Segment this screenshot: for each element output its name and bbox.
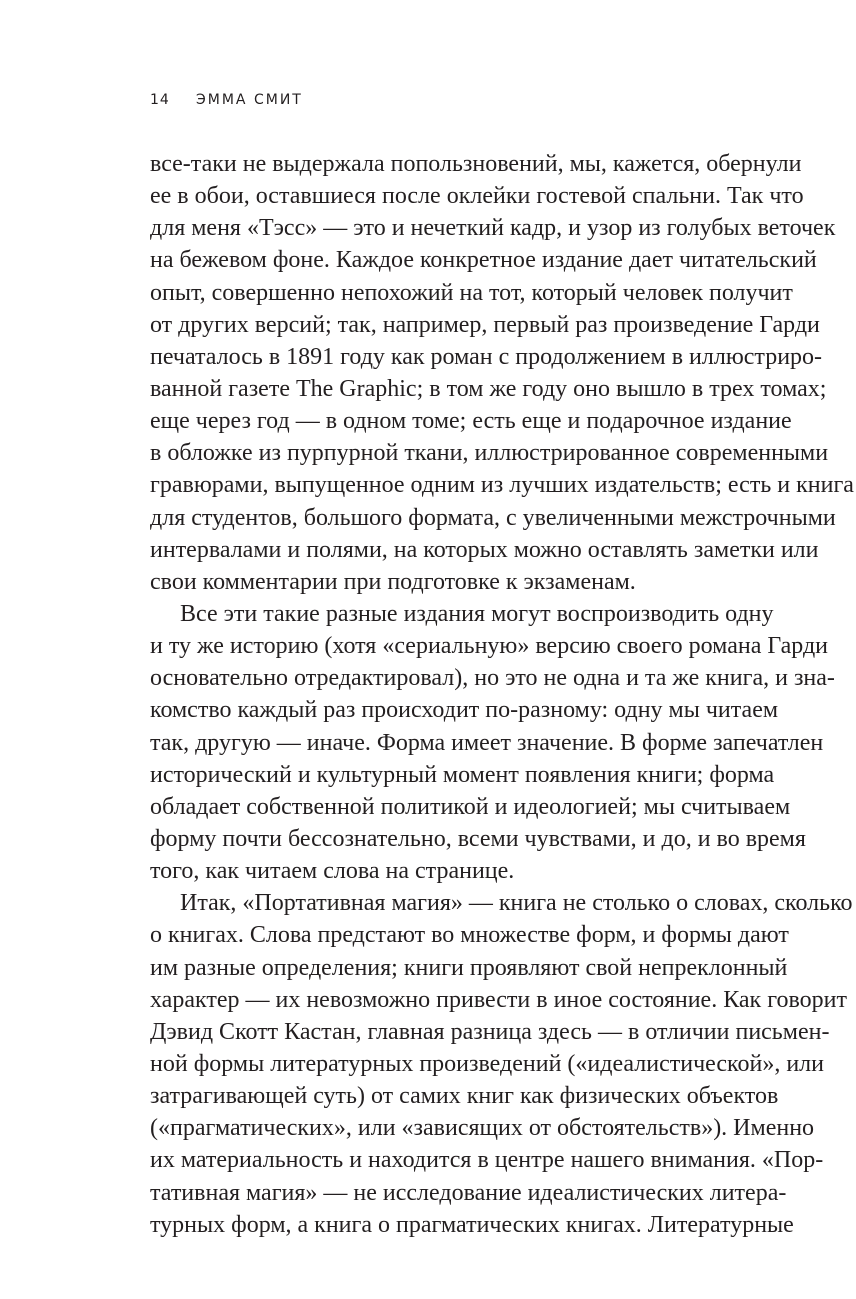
text-line: затрагивающей суть) от самих книг как физических объектов: [150, 1083, 779, 1110]
text-line: от других версий; так, например, первый раз произведение Гарди: [150, 311, 820, 338]
text-line: еще через год — в одном томе; есть еще и подарочное издание: [150, 408, 792, 435]
text-line: печаталось в 1891 году как роман с продолжением в иллюстриро-: [150, 343, 823, 370]
body-text: [150, 148, 854, 1241]
text-line: их материальность и находится в центре нашего внимания. «Пор-: [150, 1147, 824, 1174]
running-head: [150, 92, 303, 108]
text-line: на бежевом фоне. Каждое конкретное издание дает читательский: [150, 247, 817, 274]
text-line: Дэвид Скотт Кастан, главная разница здесь — в отличии письмен-: [150, 1018, 830, 1045]
text-line: характер — их невозможно привести в иное состояние. Как говорит: [150, 986, 847, 1013]
text-line: форму почти бессознательно, всеми чувствами, и до, и во время: [150, 825, 806, 852]
text-line: им разные определения; книги проявляют свой непреклонный: [150, 954, 788, 981]
text-line: гравюрами, выпущенное одним из лучших издательств; есть и книга: [150, 472, 854, 499]
text-line: для меня «Тэсс» — это и нечеткий кадр, и узор из голубых веточек: [150, 215, 836, 242]
text-line: тативная магия» — не исследование идеалистических литера-: [150, 1179, 787, 1206]
page-number: 14: [150, 92, 170, 108]
text-line: так, другую — иначе. Форма имеет значение. В форме запечатлен: [150, 729, 824, 756]
paragraph: [150, 598, 835, 887]
text-line: ванной газете The Graphic; в том же году оно вышло в трех томах;: [150, 375, 827, 402]
text-line: ной формы литературных произведений («идеалистической», или: [150, 1050, 824, 1077]
text-line: ее в обои, оставшиеся после оклейки гостевой спальни. Так что: [150, 183, 804, 210]
text-line: комство каждый раз происходит по-разному: одну мы читаем: [150, 697, 779, 724]
text-line: того, как читаем слова на странице.: [150, 858, 515, 885]
text-line: все-таки не выдержала попользновений, мы, кажется, обернули: [150, 151, 802, 177]
text-line: в обложке из пурпурной ткани, иллюстрированное современными: [150, 440, 829, 467]
text-line: и ту же историю (хотя «сериальную» версию своего романа Гарди: [150, 633, 829, 660]
paragraph: [150, 887, 853, 1241]
text-line: для студентов, большого формата, с увеличенными межстрочными: [150, 504, 836, 531]
text-line: Итак, «Портативная магия» — книга не столько о словах, сколько: [180, 890, 853, 917]
text-line: о книгах. Слова предстают во множестве форм, и формы дают: [150, 922, 789, 949]
text-line: интервалами и полями, на которых можно оставлять заметки или: [150, 536, 819, 563]
text-line: Все эти такие разные издания могут воспроизводить одну: [180, 600, 774, 627]
text-line: основательно отредактировал), но это не одна и та же книга, и зна-: [150, 665, 835, 692]
text-line: («прагматических», или «зависящих от обстоятельств»). Именно: [150, 1115, 815, 1142]
text-line: опыт, совершенно непохожий на тот, который человек получит: [150, 279, 793, 306]
text-line: свои комментарии при подготовке к экзаменам.: [150, 568, 636, 595]
paragraph: [150, 148, 854, 598]
text-line: турных форм, а книга о прагматических книгах. Литературные: [150, 1211, 794, 1238]
running-head-author: ЭММА СМИТ: [196, 92, 303, 108]
text-line: исторический и культурный момент появления книги; форма: [150, 761, 775, 788]
text-line: обладает собственной политикой и идеологией; мы считываем: [150, 793, 791, 820]
